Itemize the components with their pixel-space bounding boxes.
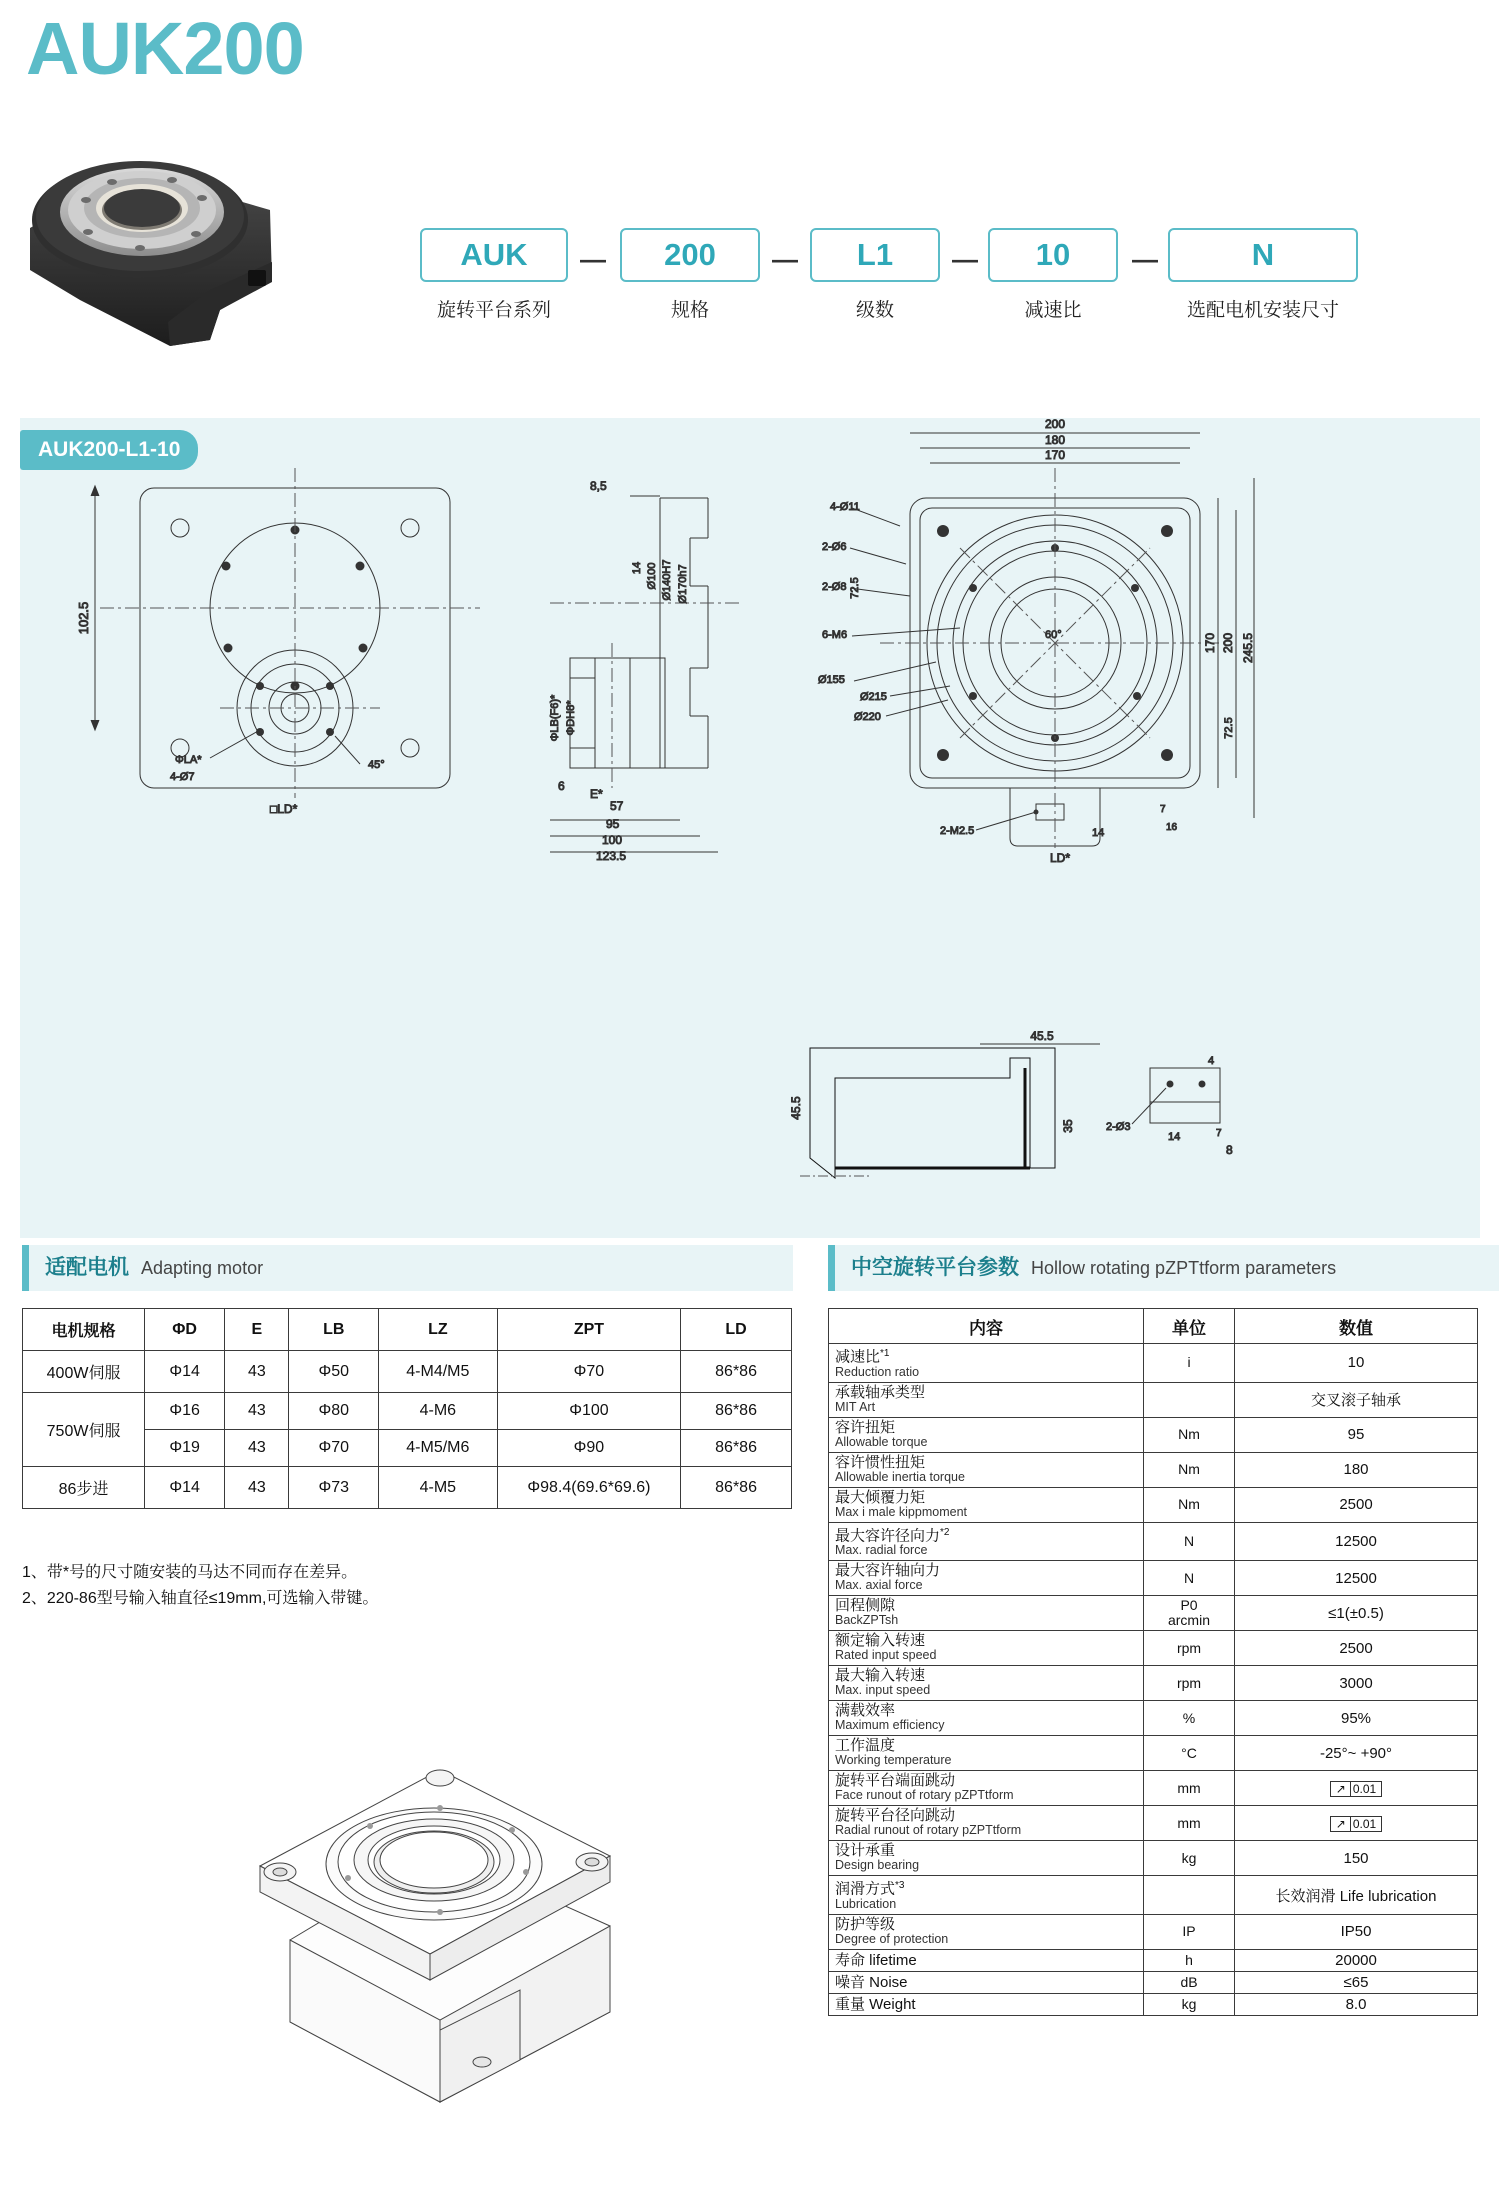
svg-text:2-Ø3: 2-Ø3 [1106,1121,1131,1133]
svg-text:□LD*: □LD* [270,802,298,816]
svg-text:ΦLB(F6)*: ΦLB(F6)* [549,694,561,742]
th-phid: ΦD [145,1309,225,1351]
cell-lz: 4-M5 [378,1467,497,1509]
param-unit: rpm [1144,1631,1235,1666]
code-caption-ratio: 减速比 [1024,300,1082,321]
code-box-ratio: 10 [988,228,1118,282]
adapting-motor-table [22,1308,792,1509]
svg-text:Ø155: Ø155 [818,674,845,686]
th-e: E [225,1309,289,1351]
svg-text:ΦLA*: ΦLA* [175,754,202,766]
svg-text:57: 57 [610,799,624,813]
param-value: 长效润滑 Life lubrication [1235,1876,1478,1915]
cell-ld: 86*86 [681,1467,792,1509]
param-unit [1144,1382,1235,1417]
svg-text:16: 16 [1166,822,1178,833]
table-row [829,1561,1478,1596]
svg-text:2-Ø6: 2-Ø6 [822,541,847,553]
cell-zpt: Φ98.4(69.6*69.6) [497,1467,680,1509]
code-box-motor-mount: N [1168,228,1358,282]
code-box-size: 200 [620,228,760,282]
svg-text:245.5: 245.5 [1241,632,1255,664]
code-item-stage [810,228,940,322]
table-row [829,1344,1478,1383]
param-name: 满载效率 Maximum efficiency [829,1701,1144,1736]
notes-block [22,1560,782,1612]
table-row [829,1382,1478,1417]
table-row [829,1806,1478,1841]
svg-text:Ø140H7: Ø140H7 [661,559,673,601]
table-row [829,1596,1478,1631]
th-content: 内容 [829,1309,1144,1344]
code-dash-3: — [952,244,978,274]
table-row [23,1393,792,1430]
table-row [829,1841,1478,1876]
svg-text:45.5: 45.5 [1030,1029,1054,1043]
param-unit: kg [1144,1841,1235,1876]
svg-text:4-Ø11: 4-Ø11 [830,501,860,513]
cell-phid: Φ14 [145,1351,225,1393]
svg-text:2-M2.5: 2-M2.5 [940,825,975,837]
motor-section-header [22,1245,793,1291]
param-value: ↗ 0.01 [1235,1806,1478,1841]
cell-ld: 86*86 [681,1430,792,1467]
code-box-series: AUK [420,228,568,282]
param-name: 承载轴承类型 MIT Art [829,1382,1144,1417]
note-1: 1、带*号的尺寸随安装的马达不同而存在差异。 [22,1564,358,1581]
isometric-drawing [140,1650,760,2130]
param-unit: % [1144,1701,1235,1736]
svg-text:2-Ø8: 2-Ø8 [822,581,847,593]
svg-text:8: 8 [1226,1143,1233,1157]
param-unit: dB [1144,1971,1235,1993]
param-value: 20000 [1235,1949,1478,1971]
param-unit: h [1144,1949,1235,1971]
svg-text:E*: E* [590,787,603,801]
param-name: 寿命 lifetime [829,1949,1144,1971]
table-row [829,1487,1478,1522]
param-name: 润滑方式$^{*3}$ Lubrication [829,1876,1144,1915]
param-value: ↗ 0.01 [1235,1771,1478,1806]
page-title: AUK200 [26,7,304,90]
cell-e: 43 [225,1430,289,1467]
table-row [829,1971,1478,1993]
table-row [829,1452,1478,1487]
param-unit: mm [1144,1806,1235,1841]
param-value: 12500 [1235,1561,1478,1596]
table-row [829,1736,1478,1771]
param-name: 噪音 Noise [829,1971,1144,1993]
svg-text:35: 35 [1061,1119,1075,1133]
th-value: 数值 [1235,1309,1478,1344]
table-row [829,1522,1478,1561]
svg-text:72.5: 72.5 [1223,717,1235,739]
svg-text:Ø170h7: Ø170h7 [677,564,689,604]
code-item-series [420,228,568,322]
drawing-panel [20,418,1480,1238]
cell-lz: 4-M5/M6 [378,1430,497,1467]
svg-text:45.5: 45.5 [789,1096,803,1120]
param-value: 95% [1235,1701,1478,1736]
table-row [829,1631,1478,1666]
code-item-motor-mount [1168,228,1358,322]
param-value: 10 [1235,1344,1478,1383]
svg-text:6-M6: 6-M6 [822,629,848,641]
param-value: -25°~ +90° [1235,1736,1478,1771]
param-value: 150 [1235,1841,1478,1876]
param-name: 回程侧隙 BackZPTsh [829,1596,1144,1631]
cell-spec: 400W伺服 [23,1351,145,1393]
th-unit: 单位 [1144,1309,1235,1344]
code-box-stage: L1 [810,228,940,282]
param-unit: rpm [1144,1666,1235,1701]
param-value: 95 [1235,1417,1478,1452]
drawing-tag: AUK200-L1-10 [20,430,198,470]
code-caption-size: 规格 [670,300,709,321]
svg-text:6: 6 [558,779,565,793]
svg-text:95: 95 [606,817,620,831]
cell-e: 43 [225,1351,289,1393]
svg-text:4: 4 [1208,1055,1215,1067]
cell-lz: 4-M4/M5 [378,1351,497,1393]
svg-text:180: 180 [1044,433,1066,447]
motor-section-title-en: Adapting motor [141,1258,264,1278]
param-name: 旋转平台径向跳动 Radial runout of rotary pZPTtform [829,1806,1144,1841]
code-dash-2: — [772,244,798,274]
param-value: 12500 [1235,1522,1478,1561]
param-unit: mm [1144,1771,1235,1806]
svg-text:8,5: 8,5 [590,479,607,493]
cell-zpt: Φ70 [497,1351,680,1393]
table-row [829,1771,1478,1806]
svg-text:45°: 45° [368,759,385,771]
svg-text:4-Ø7: 4-Ø7 [170,771,195,783]
svg-text:7: 7 [1216,1128,1222,1139]
svg-text:ΦDH8*: ΦDH8* [565,700,577,736]
th-zpt: ZPT [497,1309,680,1351]
param-unit: Nm [1144,1417,1235,1452]
cell-lb: Φ50 [289,1351,378,1393]
th-spec: 电机规格 [23,1309,145,1351]
cell-phid: Φ16 [145,1393,225,1430]
svg-text:7: 7 [1160,804,1166,815]
svg-text:200: 200 [1044,418,1066,431]
svg-text:Ø220: Ø220 [854,711,881,723]
param-unit: kg [1144,1993,1235,2015]
svg-text:60°: 60° [1045,629,1062,641]
cell-phid: Φ19 [145,1430,225,1467]
table-row [829,1914,1478,1949]
code-item-size [620,228,760,322]
param-value: 8.0 [1235,1993,1478,2015]
table-row [829,1701,1478,1736]
model-code-row [420,228,1470,338]
param-unit: N [1144,1561,1235,1596]
param-name: 容许惯性扭矩 Allowable inertia torque [829,1452,1144,1487]
svg-text:170: 170 [1203,632,1217,654]
table-row [829,1993,1478,2015]
param-name: 重量 Weight [829,1993,1144,2015]
param-value: 交叉滚子轴承 [1235,1382,1478,1417]
svg-text:Ø215: Ø215 [860,691,887,703]
param-unit: i [1144,1344,1235,1383]
param-unit: Nm [1144,1487,1235,1522]
svg-text:14: 14 [1092,827,1105,839]
svg-text:123.5: 123.5 [596,849,627,863]
th-lb: LB [289,1309,378,1351]
table-row [23,1467,792,1509]
cell-ld: 86*86 [681,1393,792,1430]
param-value: 2500 [1235,1487,1478,1522]
parameters-table [828,1308,1478,2016]
param-name: 最大容许径向力$^{*2}$ Max. radial force [829,1522,1144,1561]
cell-zpt: Φ100 [497,1393,680,1430]
param-name: 设计承重 Design bearing [829,1841,1144,1876]
param-name: 容许扭矩 Allowable torque [829,1417,1144,1452]
param-unit [1144,1876,1235,1915]
cell-lb: Φ70 [289,1430,378,1467]
cell-zpt: Φ90 [497,1430,680,1467]
param-section-title-cn: 中空旋转平台参数 [851,1256,1019,1279]
param-value: 180 [1235,1452,1478,1487]
param-value: ≤1(±0.5) [1235,1596,1478,1631]
param-section-header [828,1245,1499,1291]
svg-text:14: 14 [1168,1131,1181,1143]
param-unit: N [1144,1522,1235,1561]
cell-e: 43 [225,1393,289,1430]
note-2: 2、220-86型号输入轴直径≤19mm,可选输入带键。 [22,1590,379,1607]
param-value: 2500 [1235,1631,1478,1666]
param-value: ≤65 [1235,1971,1478,1993]
param-section-title-en: Hollow rotating pZPTtform parameters [1031,1258,1337,1278]
cell-lb: Φ80 [289,1393,378,1430]
param-value: 3000 [1235,1666,1478,1701]
cell-ld: 86*86 [681,1351,792,1393]
cell-phid: Φ14 [145,1467,225,1509]
param-name: 工作温度 Working temperature [829,1736,1144,1771]
svg-text:200: 200 [1221,632,1235,654]
code-dash-4: — [1132,244,1158,274]
table-row [829,1417,1478,1452]
th-ld: LD [681,1309,792,1351]
table-row [23,1351,792,1393]
table-row [829,1666,1478,1701]
cell-e: 43 [225,1467,289,1509]
code-item-ratio [988,228,1118,322]
svg-text:170: 170 [1044,448,1066,462]
svg-text:102.5: 102.5 [76,601,91,635]
cell-spec: 86步进 [23,1467,145,1509]
svg-text:Ø100: Ø100 [646,562,658,590]
param-name: 最大输入转速 Max. input speed [829,1666,1144,1701]
table-row [829,1876,1478,1915]
svg-text:LD*: LD* [1050,851,1071,865]
product-photo [20,150,375,340]
param-value: IP50 [1235,1914,1478,1949]
param-unit: Nm [1144,1452,1235,1487]
param-name: 额定输入转速 Rated input speed [829,1631,1144,1666]
table-header-row [23,1309,792,1351]
motor-section-title-cn: 适配电机 [45,1256,129,1279]
cell-spec: 750W伺服 [23,1393,145,1467]
param-unit: °C [1144,1736,1235,1771]
param-unit: P0 arcmin [1144,1596,1235,1631]
param-name: 旋转平台端面跳动 Face runout of rotary pZPTtform [829,1771,1144,1806]
cell-lb: Φ73 [289,1467,378,1509]
svg-text:100: 100 [602,833,623,847]
th-lz: LZ [378,1309,497,1351]
code-caption-stage: 级数 [855,300,894,321]
code-caption-series: 旋转平台系列 [436,300,551,321]
table-header-row [829,1309,1478,1344]
cell-lz: 4-M6 [378,1393,497,1430]
param-name: 防护等级 Degree of protection [829,1914,1144,1949]
code-dash-1: — [580,244,606,274]
svg-text:14: 14 [631,561,643,575]
param-name: 最大倾覆力矩 Max i male kippmoment [829,1487,1144,1522]
code-caption-motor-mount: 选配电机安装尺寸 [1186,300,1339,321]
param-name: 减速比$^{*1}$ Reduction ratio [829,1344,1144,1383]
param-unit: IP [1144,1914,1235,1949]
param-name: 最大容许轴向力 Max. axial force [829,1561,1144,1596]
svg-text:72.5: 72.5 [849,577,861,599]
table-row [829,1949,1478,1971]
